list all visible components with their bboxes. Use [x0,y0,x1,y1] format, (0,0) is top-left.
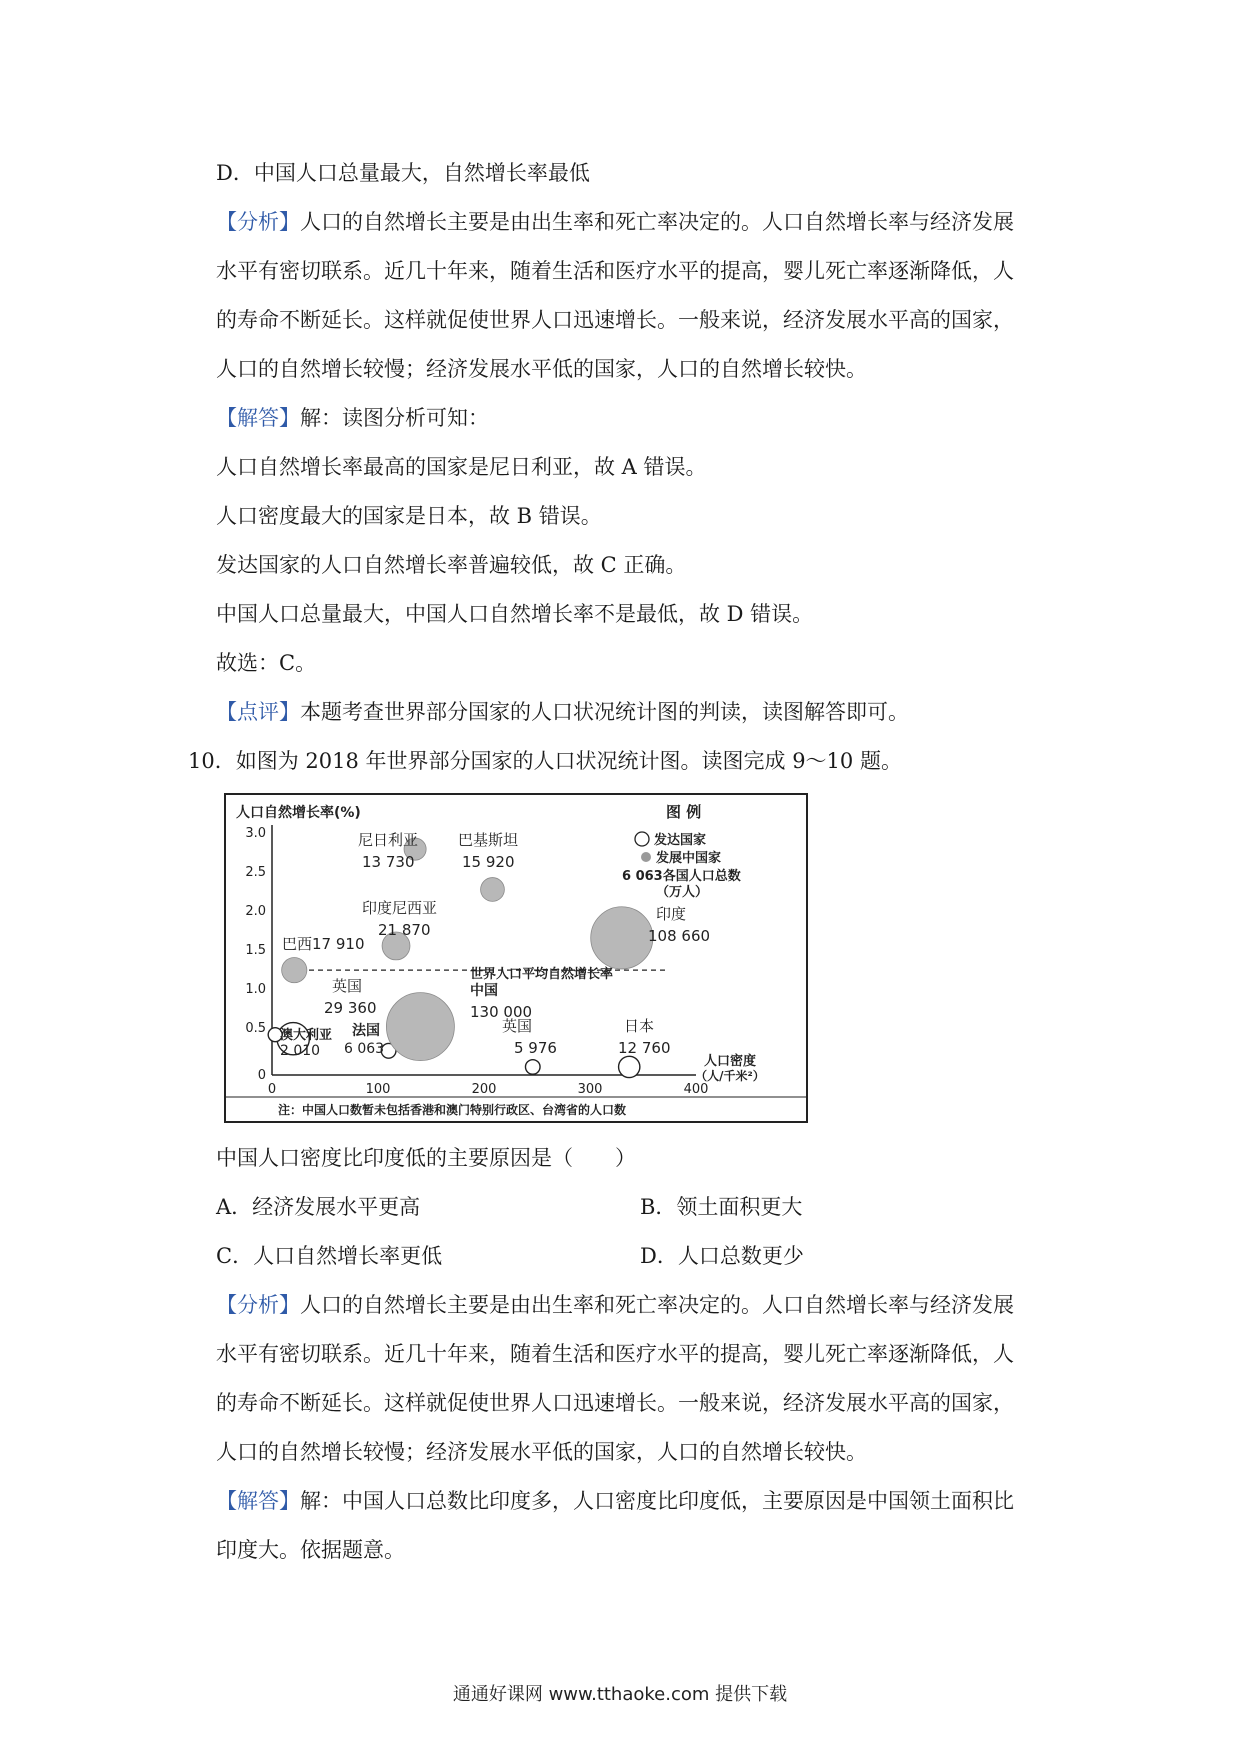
analysis-line: 人口的自然增长较慢；经济发展水平低的国家，人口的自然增长较快。 [216,1440,867,1464]
population-chart [224,793,808,1123]
label-india-pop: 108 660 [648,927,711,945]
analysis-tag: 【分析】 [216,1293,300,1317]
bubble-developed [525,1060,540,1075]
page-footer: 通通好课网 www.tthaoke.com 提供下载 [452,1684,788,1705]
bubble-developing [282,958,307,983]
y-tick-label: 1.5 [245,943,266,958]
label-japan: 日本 [624,1017,655,1035]
answer-tag: 【解答】 [216,406,300,430]
answer-intro: 解：读图分析可知： [300,406,489,430]
option-d-prev: D．中国人口总量最大，自然增长率最低 [216,161,590,185]
answer-line: 发达国家的人口自然增长率普遍较低，故 C 正确。 [216,553,687,577]
bubble-developing [481,878,505,902]
answer-line: 解：中国人口总数比印度多，人口密度比印度低，主要原因是中国领土面积比 [300,1489,1014,1513]
legend [622,803,741,900]
y-axis-label: 人口自然增长率(%) [236,805,361,821]
answer-line: 人口密度最大的国家是日本，故 B 错误。 [216,504,602,528]
comment-text: 本题考查世界部分国家的人口状况统计图的判读，读图解答即可。 [300,700,909,724]
legend-pop-unit: （万人） [656,885,709,900]
analysis-paragraph-1 [216,207,1014,237]
x-tick-label: 100 [365,1082,391,1097]
q10-analysis-paragraph-1 [216,1290,1014,1320]
option-b[interactable]: B．领土面积更大 [640,1195,803,1219]
y-tick-label: 2.0 [245,904,266,919]
label-uk-2-pop: 5 976 [514,1039,557,1057]
answer-line: 印度大。依据题意。 [216,1538,405,1562]
analysis-line: 人口的自然增长主要是由出生率和死亡率决定的。人口自然增长率与经济发展 [300,1293,1014,1317]
analysis-line: 人口的自然增长主要是由出生率和死亡率决定的。人口自然增长率与经济发展 [300,210,1014,234]
label-indonesia-pop: 21 870 [378,921,431,939]
figure-note: 注：中国人口数暂未包括香港和澳门特别行政区、台湾省的人口数 [278,1103,627,1117]
label-france-pop: 6 063 [344,1041,385,1057]
x-tick-label: 0 [267,1082,277,1097]
comment-tag: 【点评】 [216,700,300,724]
label-uk-1-pop: 29 360 [324,999,377,1017]
y-tick-label: 1.0 [245,982,266,997]
y-tick-labels [245,826,266,1083]
analysis-line: 的寿命不断延长。这样就促使世界人口迅速增长。一般来说，经济发展水平高的国家， [216,1391,1014,1415]
legend-title: 图 例 [666,803,702,821]
x-axis-unit: （人/千米²） [695,1069,765,1083]
q10-answer-paragraph-1 [216,1486,1014,1516]
option-a[interactable]: A．经济发展水平更高 [216,1195,421,1219]
option-d[interactable]: D．人口总数更少 [640,1244,804,1268]
label-brazil-name: 巴西 [282,935,313,953]
x-tick-label: 400 [683,1082,709,1097]
y-tick-label: 0.5 [245,1021,266,1036]
label-india: 印度 [656,905,687,923]
label-china-pop: 130 000 [470,1003,533,1021]
label-indonesia: 印度尼西亚 [362,899,438,917]
label-nigeria-pop: 13 730 [362,853,415,871]
legend-developed-label: 发达国家 [654,833,707,848]
legend-pop-label: 各国人口总数 [662,869,741,884]
legend-developed-marker [635,832,649,846]
label-pakistan: 巴基斯坦 [458,831,519,849]
label-nigeria: 尼日利亚 [358,831,419,849]
label-brazil [282,935,365,953]
label-uk-2: 英国 [502,1017,533,1035]
y-tick-label: 3.0 [245,826,266,841]
answer-line: 人口自然增长率最高的国家是尼日利亚，故 A 错误。 [216,455,707,479]
label-australia: 澳大利亚 [280,1028,333,1043]
question-10-stem: 10．如图为 2018 年世界部分国家的人口状况统计图。读图完成 9～10 题。 [188,749,902,773]
legend-developing-marker [641,852,651,862]
label-china: 中国 [470,983,498,999]
x-tick-label: 200 [471,1082,497,1097]
bubble-developed [619,1056,640,1077]
label-japan-pop: 12 760 [618,1039,671,1057]
sub-question: 中国人口密度比印度低的主要原因是（ ） [216,1146,636,1170]
analysis-line: 的寿命不断延长。这样就促使世界人口迅速增长。一般来说，经济发展水平高的国家， [216,308,1014,332]
bubble-developing [386,993,454,1061]
legend-developing-label: 发展中国家 [656,851,722,866]
comment-paragraph [216,697,909,727]
label-pakistan-pop: 15 920 [462,853,515,871]
analysis-line: 水平有密切联系。近几十年来，随着生活和医疗水平的提高，婴儿死亡率逐渐降低，人 [216,1342,1014,1366]
analysis-line: 人口的自然增长较慢；经济发展水平低的国家，人口的自然增长较快。 [216,357,867,381]
analysis-tag: 【分析】 [216,210,300,234]
world-average-label: 世界人口平均自然增长率 [470,967,614,982]
x-axis-label: 人口密度 [703,1054,757,1069]
y-tick-label: 2.5 [245,865,266,880]
y-tick-label: 0 [257,1068,266,1083]
x-tick-label: 300 [577,1082,603,1097]
answer-line: 故选：C。 [216,651,317,675]
answer-paragraph-1 [216,403,489,433]
population-chart-svg [226,795,806,1121]
option-c[interactable]: C．人口自然增长率更低 [216,1244,443,1268]
analysis-line: 水平有密切联系。近几十年来，随着生活和医疗水平的提高，婴儿死亡率逐渐降低，人 [216,259,1014,283]
legend-pop-line [622,868,741,884]
answer-tag: 【解答】 [216,1489,300,1513]
label-uk-1: 英国 [332,977,363,995]
answer-line: 中国人口总量最大，中国人口自然增长率不是最低，故 D 错误。 [216,602,814,626]
legend-pop-value: 6 063 [622,869,663,884]
bubble-developing [591,907,653,969]
label-brazil-pop: 17 910 [312,935,365,953]
label-australia-pop: 2 010 [280,1043,321,1059]
label-france: 法国 [352,1023,380,1039]
